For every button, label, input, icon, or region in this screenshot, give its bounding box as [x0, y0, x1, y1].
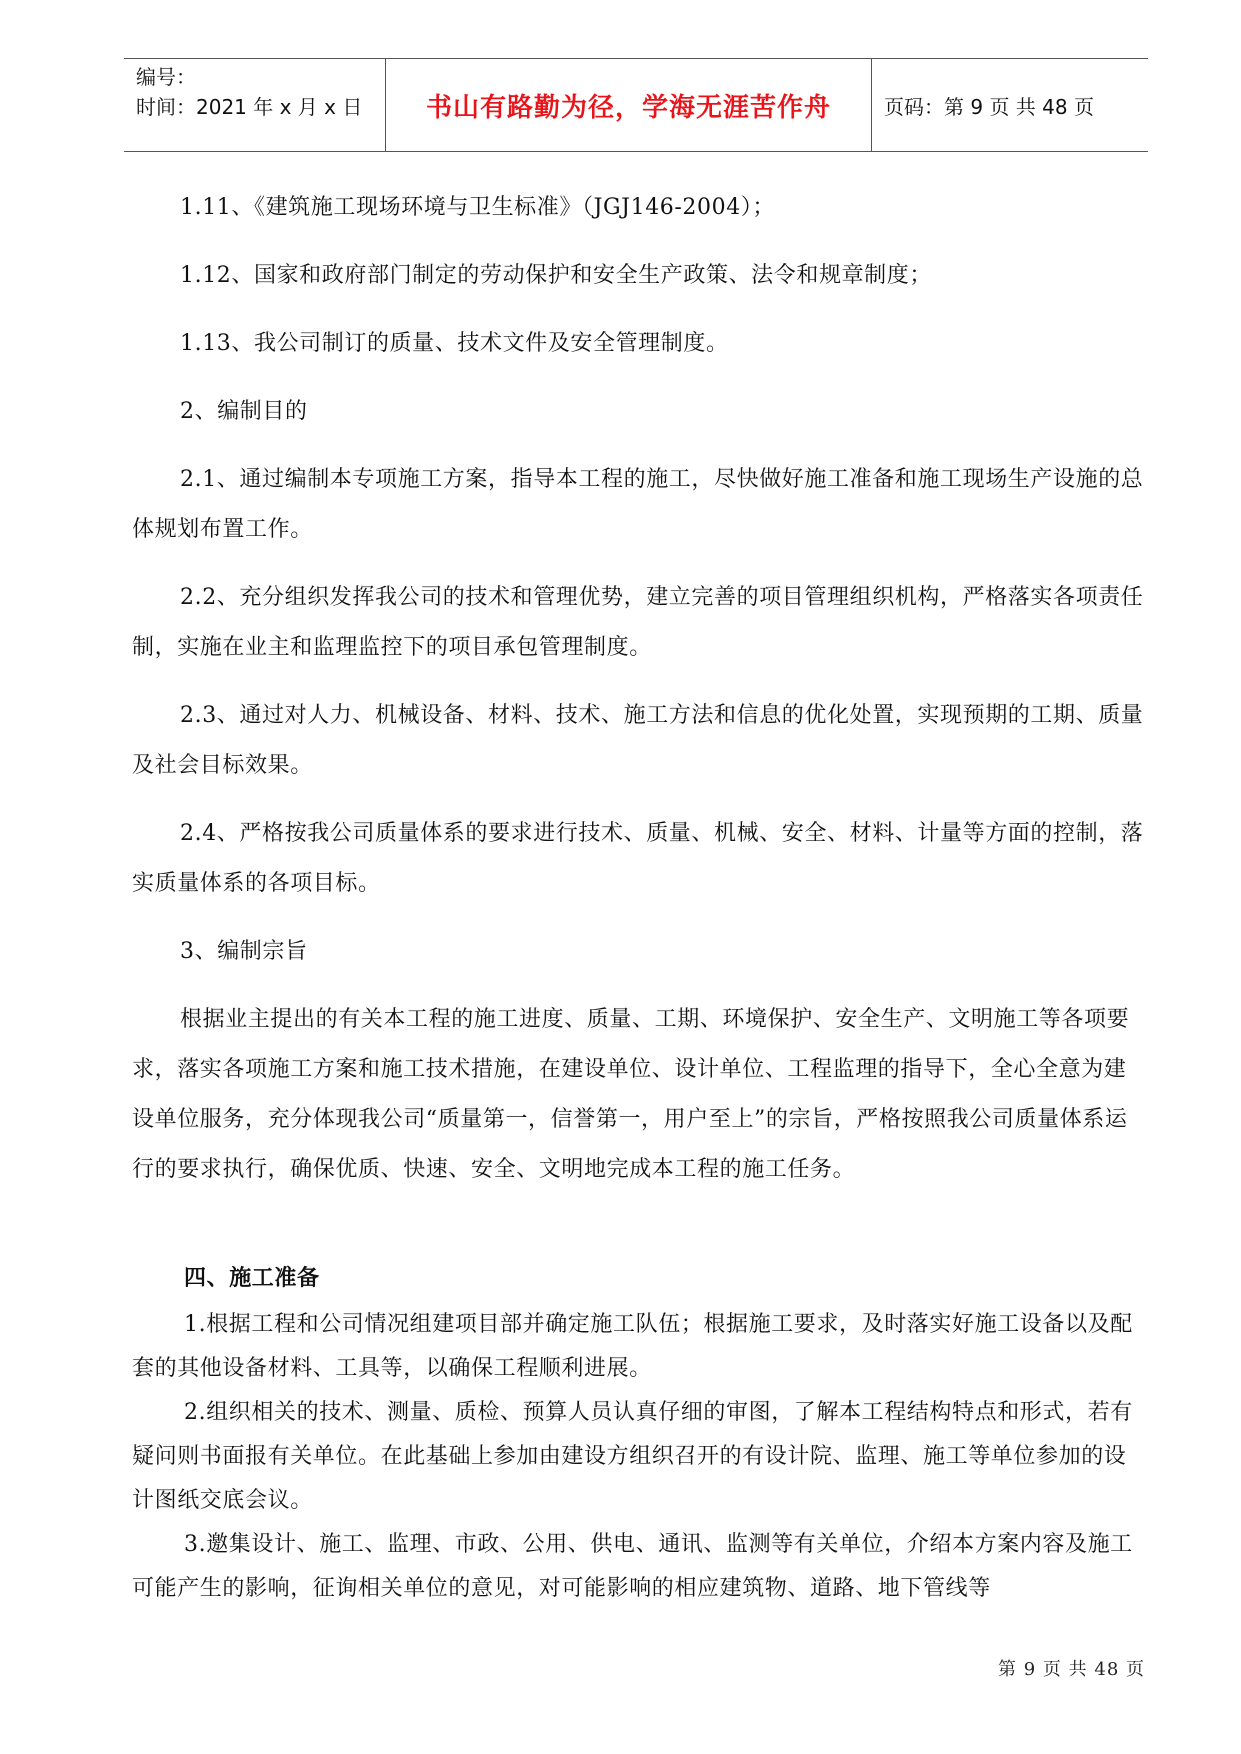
- header-page-info: 页码：第 9 页 共 48 页: [884, 94, 1094, 119]
- document-number-label: 编号：: [136, 65, 196, 89]
- page-footer-number: 第 9 页 共 48 页: [998, 1659, 1145, 1680]
- paragraph-1-13: 1.13、我公司制订的质量、技术文件及安全管理制度。: [180, 331, 729, 356]
- paragraph-1-12: 1.12、国家和政府部门制定的劳动保护和安全生产政策、法令和规章制度；: [180, 263, 932, 288]
- paragraph-4-3: 3.邀集设计、施工、监理、市政、公用、供电、通讯、监测等有关单位，介绍本方案内容及施工可能产生的影响，征询相关单位的意见，对可能影响的相应建筑物、道路、地下管线等: [132, 1532, 1133, 1601]
- paragraph-4-1: 1.根据工程和公司情况组建项目部并确定施工队伍；根据施工要求，及时落实好施工设备以及配套的其他设备材料、工具等，以确保工程顺利进展。: [132, 1312, 1133, 1381]
- paragraph-2-4: 2.4、严格按我公司质量体系的要求进行技术、质量、机械、安全、材料、计量等方面的控制，落实质量体系的各项目标。: [132, 821, 1144, 896]
- header-meta-cell: [124, 59, 386, 151]
- paragraph-4-2: 2.组织相关的技术、测量、质检、预算人员认真仔细的审图，了解本工程结构特点和形式，若有疑问则书面报有关单位。在此基础上参加由建设方组织召开的有设计院、监理、施工等单位参加的设计图纸交底会议。: [132, 1400, 1133, 1513]
- page-header: [124, 58, 1148, 152]
- section-spacer: [132, 1213, 1148, 1259]
- header-motto: 书山有路勤为径，学海无涯苦作舟: [425, 92, 831, 123]
- header-page-cell: [872, 59, 1148, 151]
- section-3-title: 3、编制宗旨: [180, 939, 308, 964]
- paragraph-2-2: 2.2、充分组织发挥我公司的技术和管理优势，建立完善的项目管理组织机构，严格落实各项责任制，实施在业主和监理监控下的项目承包管理制度。: [132, 585, 1144, 660]
- section-4-heading: 四、施工准备: [184, 1266, 320, 1291]
- header-motto-cell: [386, 59, 872, 151]
- paragraph-1-11: 1.11、《建筑施工现场环境与卫生标准》（JGJ146-2004）；: [180, 195, 776, 220]
- paragraph-3-purpose: 根据业主提出的有关本工程的施工进度、质量、工期、环境保护、安全生产、文明施工等各项要求，落实各项施工方案和施工技术措施，在建设单位、设计单位、工程监理的指导下，全心全意为建设单位服务，充分体现我公司“质量第一，信誉第一，用户至上”的宗旨，严格按照我公司质量体系运行的要求执行，确保优质、快速、安全、文明地完成本工程的施工任务。: [132, 1007, 1130, 1182]
- paragraph-2-3: 2.3、通过对人力、机械设备、材料、技术、施工方法和信息的优化处置，实现预期的工期、质量及社会目标效果。: [132, 703, 1144, 778]
- document-body: [132, 183, 1148, 1611]
- document-date: 时间：2021 年 x 月 x 日: [136, 95, 363, 119]
- section-2-title: 2、编制目的: [180, 399, 308, 424]
- paragraph-2-1: 2.1、通过编制本专项施工方案，指导本工程的施工，尽快做好施工准备和施工现场生产设施的总体规划布置工作。: [132, 467, 1144, 542]
